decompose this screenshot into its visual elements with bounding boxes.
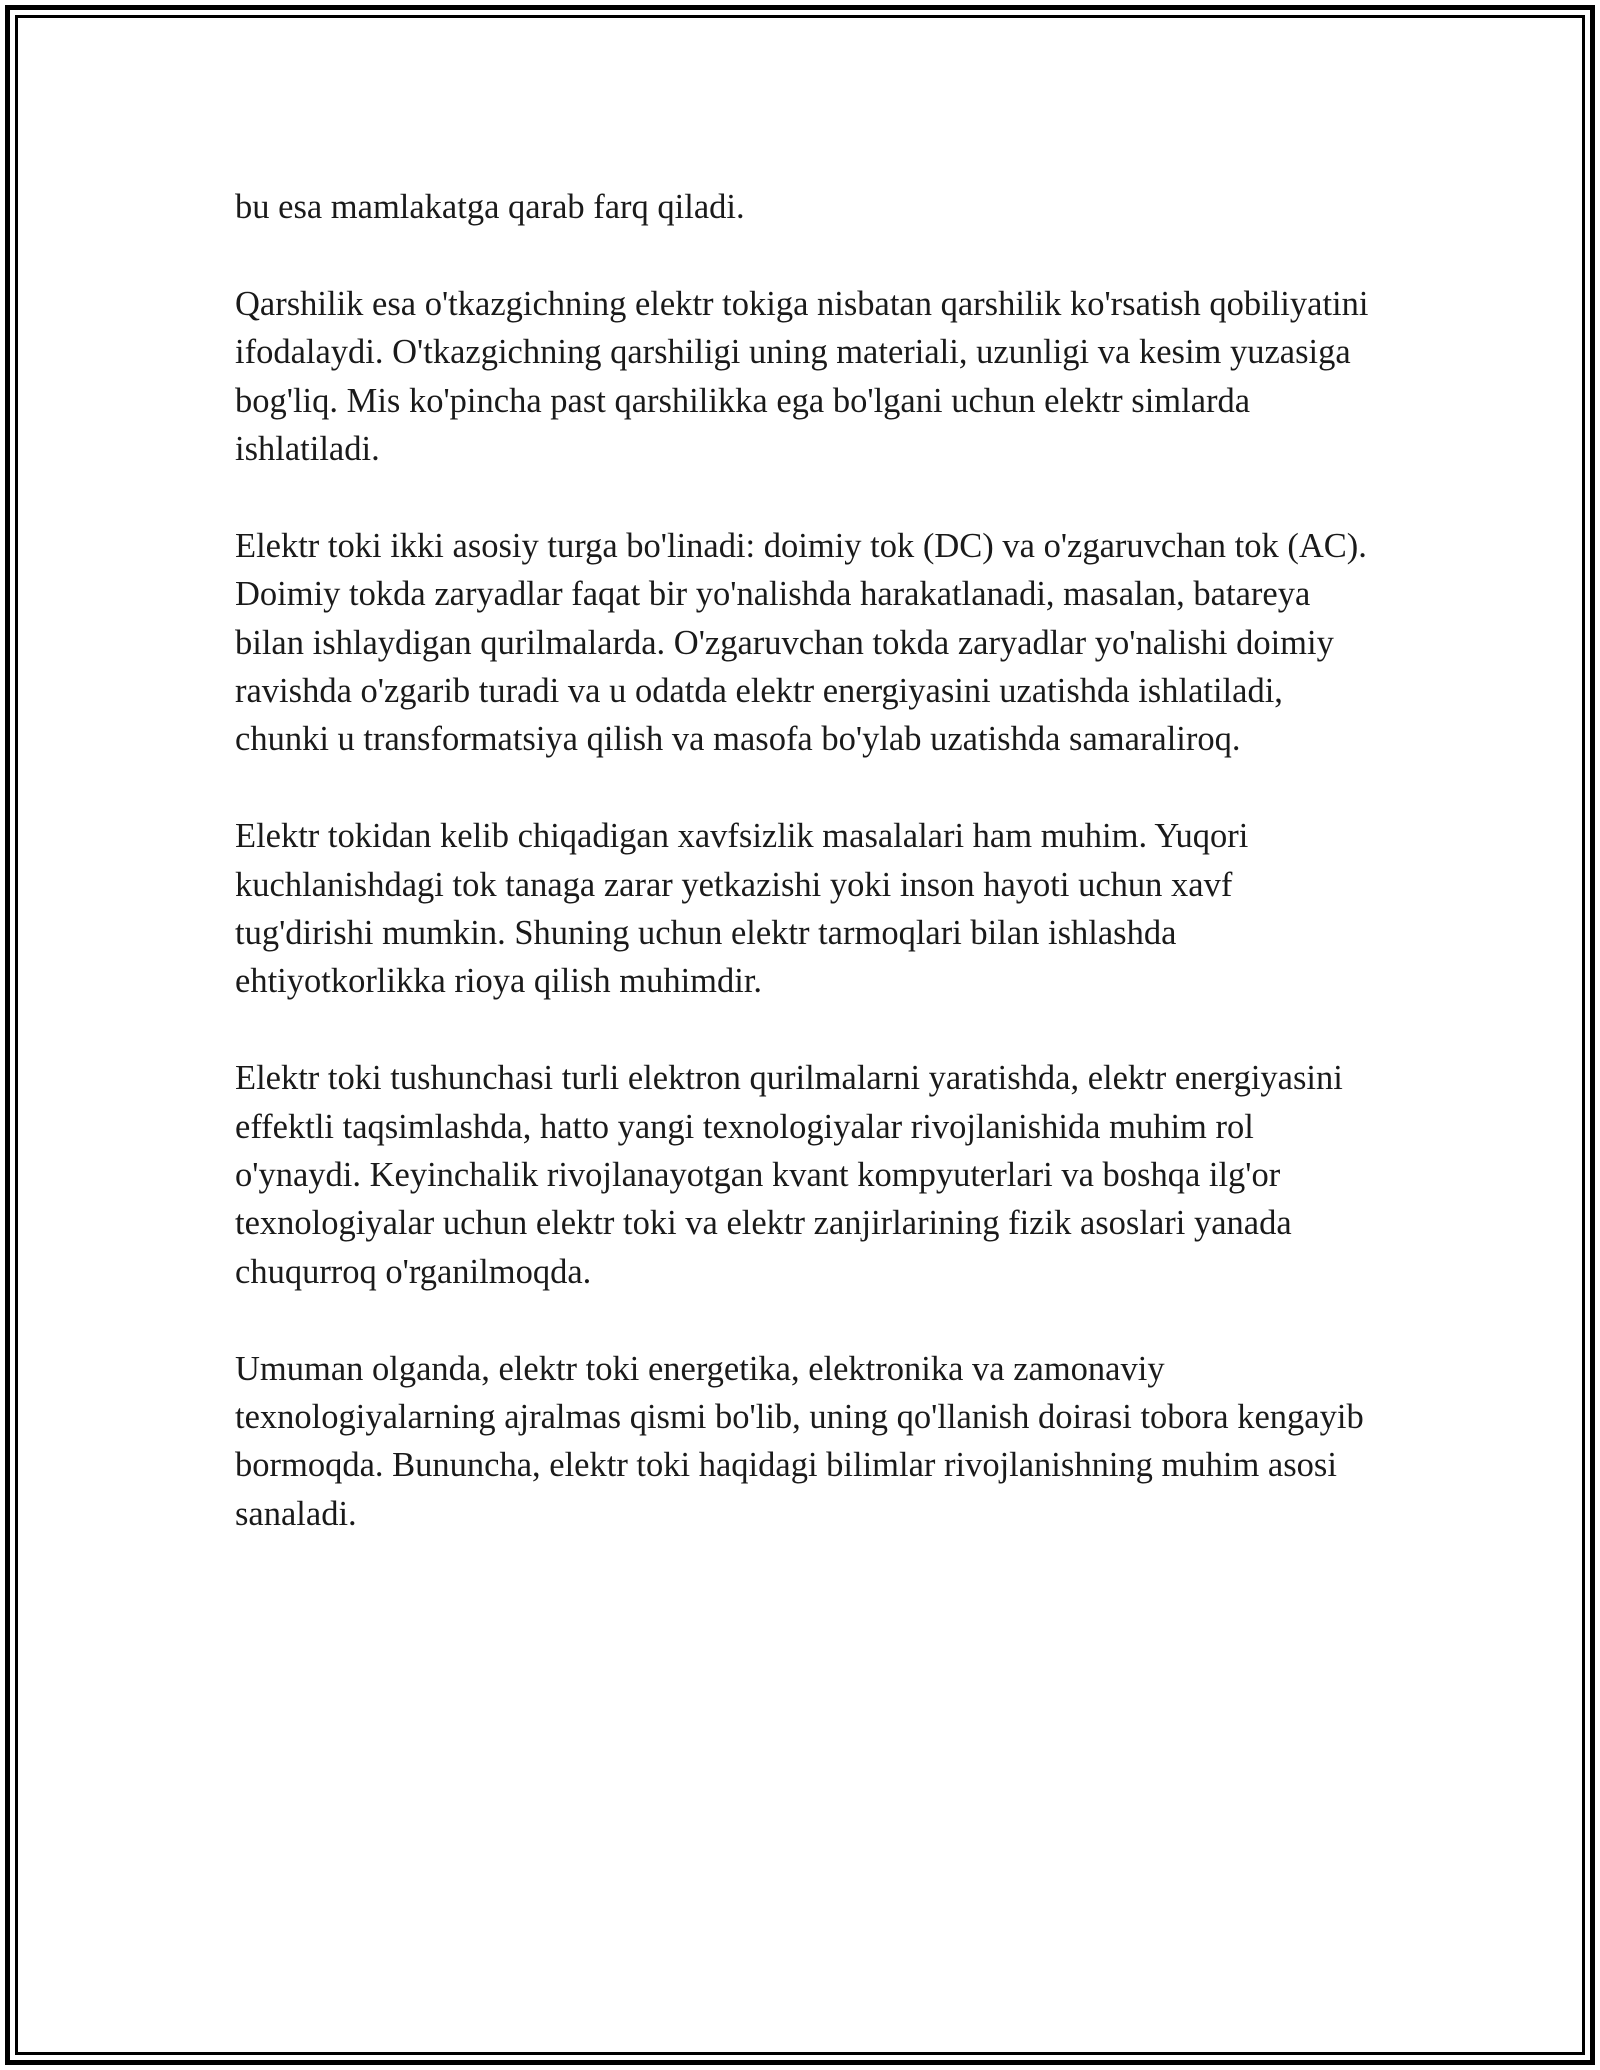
paragraph-conclusion: Umuman olganda, elektr toki energetika, elektronika va zamonaviy texnologiyalarning ajralmas qismi bo'lib, uning qo'llanish doirasi tobora kengayib bormoqda. Bununcha, elektr toki haqidagi bilimlar rivojlanishning muhim asosi sanaladi.	[235, 1349, 1364, 1533]
document-body	[235, 183, 1375, 1587]
paragraph-technology: Elektr toki tushunchasi turli elektron qurilmalarni yaratishda, elektr energiyasini effektli taqsimlashda, hatto yangi texnologiyalar rivojlanishida muhim rol o'ynaydi. Keyinchalik rivojlanayotgan kvant kompyuterlari va boshqa ilg'or texnologiyalar uchun elektr toki va elektr zanjirlarining fizik asoslari yanada chuqurroq o'rganilmoqda.	[235, 1059, 1343, 1291]
paragraph-safety: Elektr tokidan kelib chiqadigan xavfsizlik masalalari ham muhim. Yuqori kuchlanishdagi tok tanaga zarar yetkazishi yoki inson hayoti uchun xavf tug'dirishi mumkin. Shuning uchun elektr tarmoqlari bilan ishlashda ehtiyotkorlikka rioya qilish muhimdir.	[235, 817, 1249, 1001]
paragraph-current-types: Elektr toki ikki asosiy turga bo'linadi: doimiy tok (DC) va o'zgaruvchan tok (AC). Doimiy tokda zaryadlar faqat bir yo'nalishda harakatlanadi, masalan, batareya bilan ishlaydigan qurilmalarda. O'zgaruvchan tokda zaryadlar yo'nalishi doimiy ravishda o'zgarib turadi va u odatda elektr energiyasini uzatishda ishlatiladi, chunki u transformatsiya qilish va masofa bo'ylab uzatishda samaraliroq.	[235, 526, 1367, 759]
paragraph-continuation: bu esa mamlakatga qarab farq qiladi.	[235, 188, 745, 226]
paragraph-resistance: Qarshilik esa o'tkazgichning elektr tokiga nisbatan qarshilik ko'rsatish qobiliyatini ifodalaydi. O'tkazgichning qarshiligi uning materiali, uzunligi va kesim yuzasiga bog'liq. Mis ko'pincha past qarshilikka ega bo'lgani uchun elektr simlarda ishlatiladi.	[235, 284, 1369, 469]
